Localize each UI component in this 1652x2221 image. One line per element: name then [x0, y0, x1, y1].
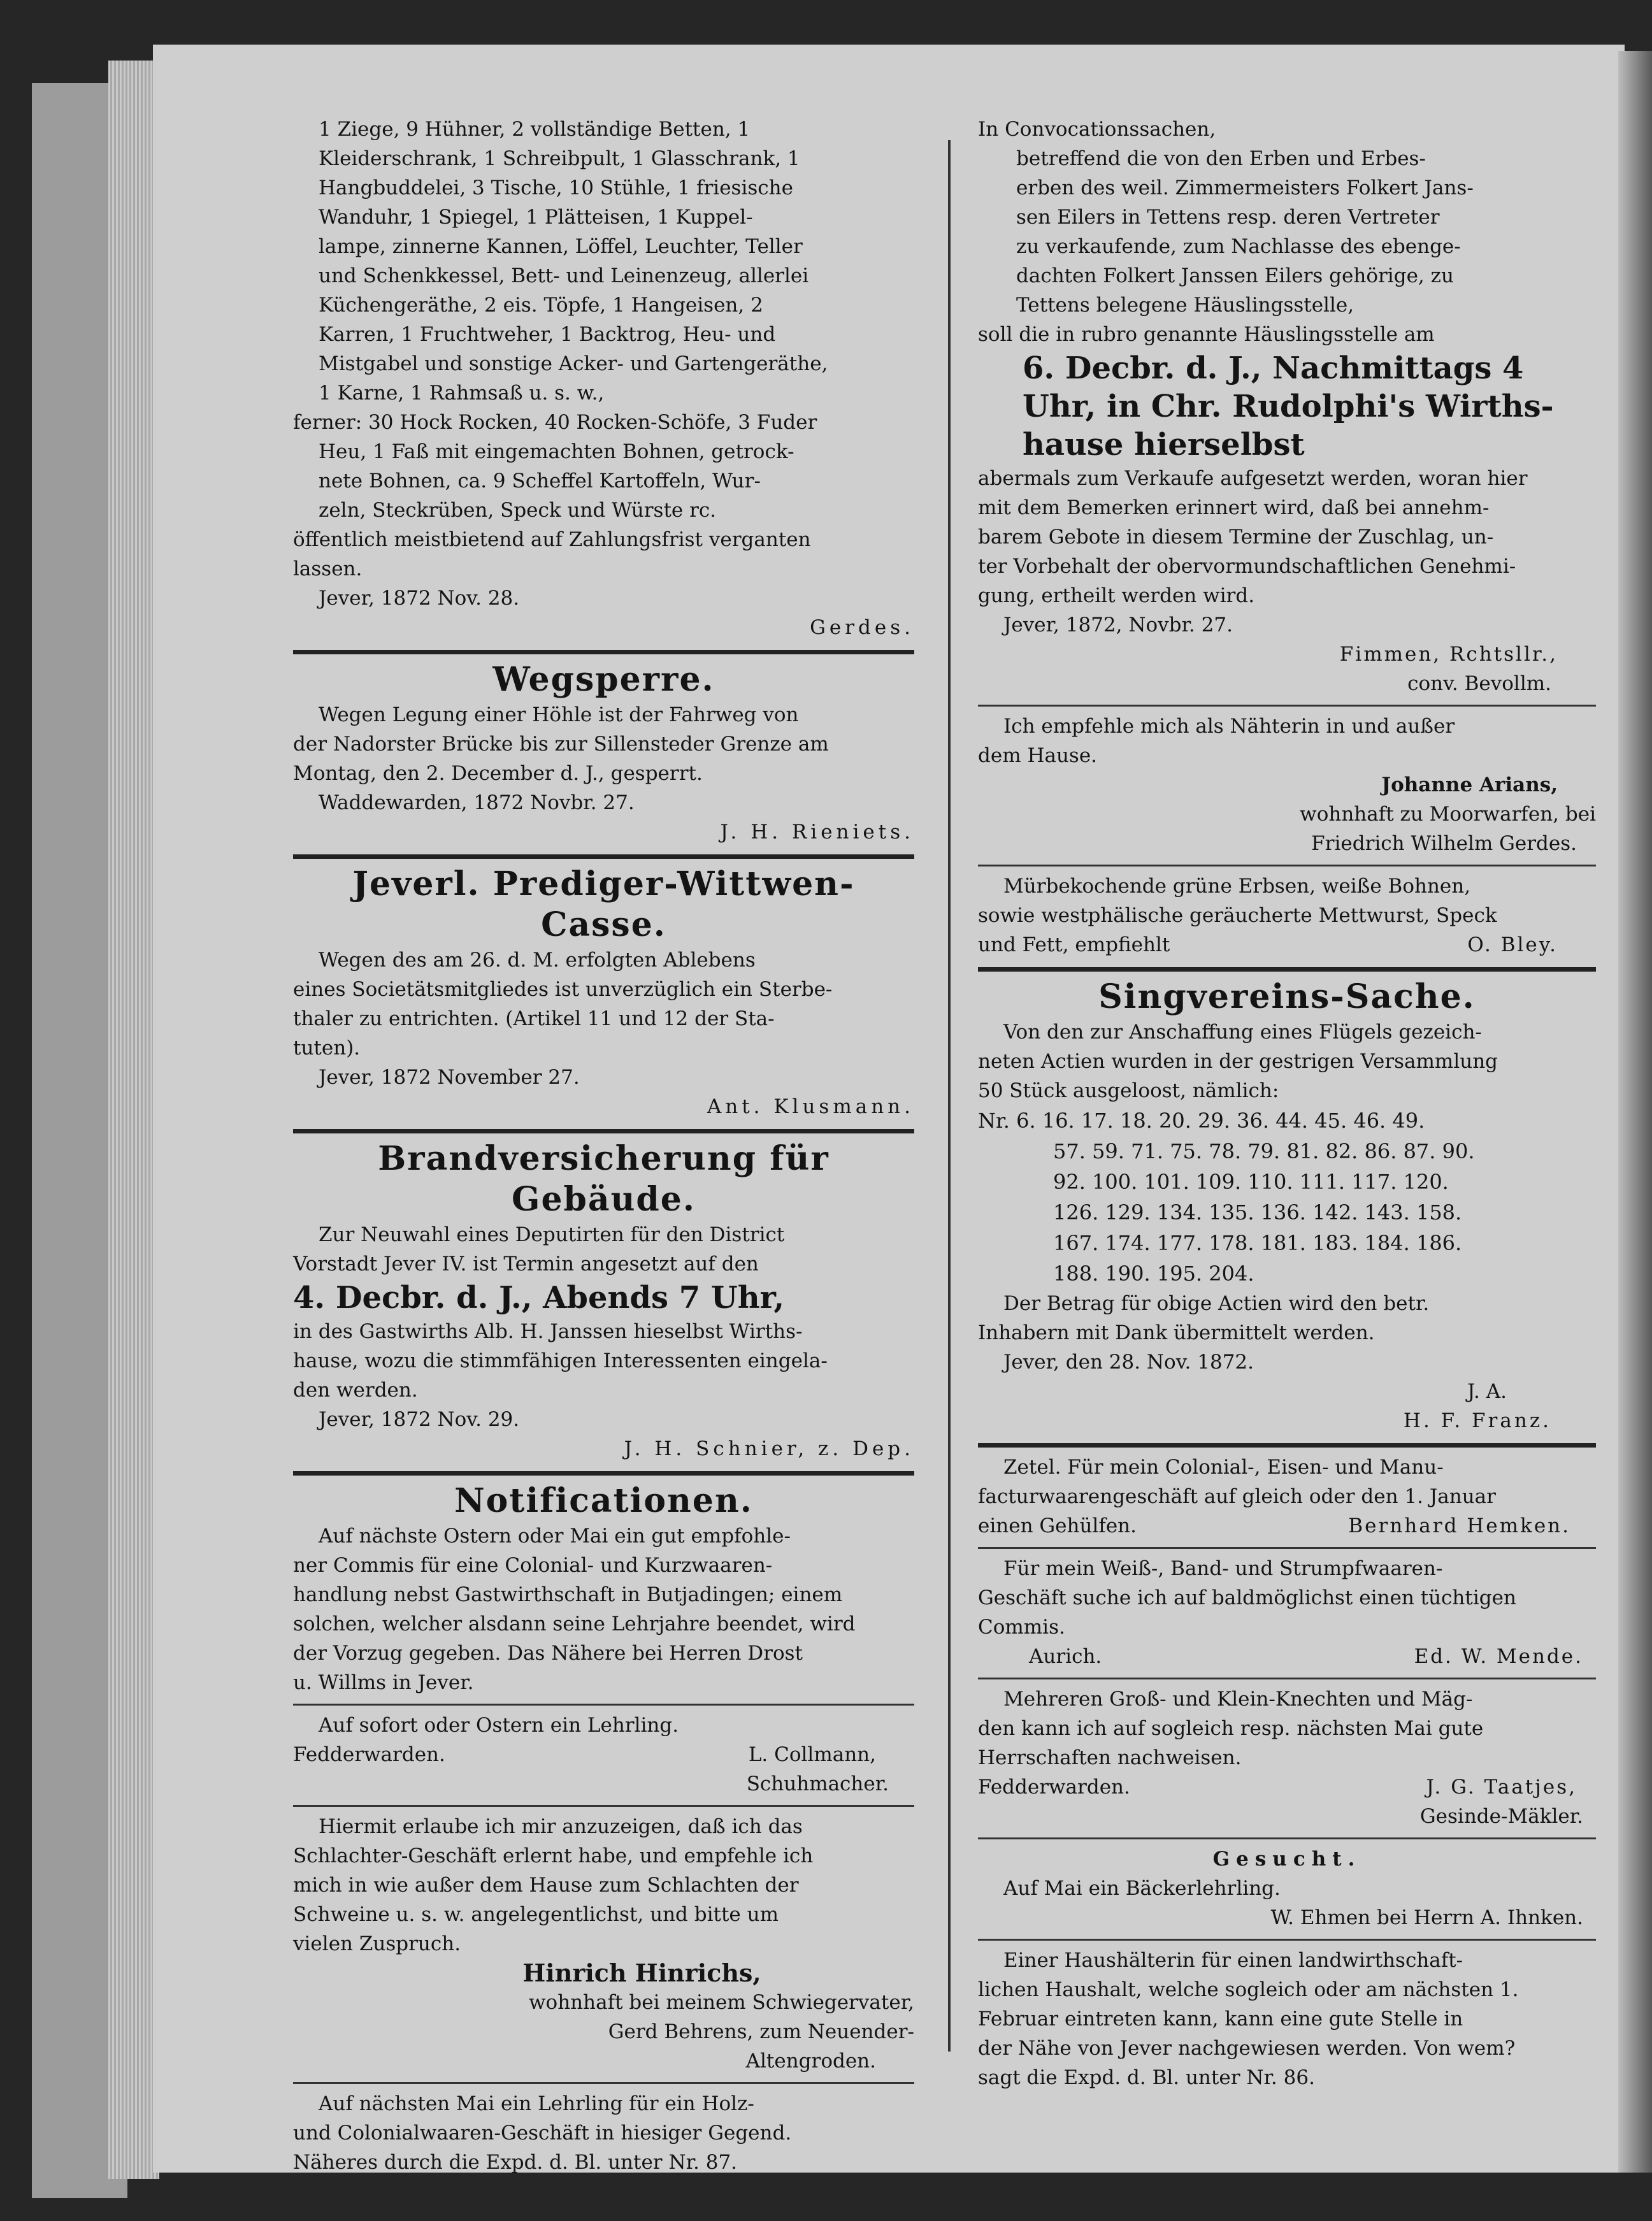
prediger-notice: [293, 864, 914, 1121]
signature-role: Schuhmacher.: [746, 1772, 889, 1795]
notice-title: Wegsperre.: [492, 660, 715, 699]
text-line: Hangbuddelei, 3 Tische, 10 Stühle, 1 friesische: [319, 176, 793, 199]
text-line: thaler zu entrichten. (Artikel 11 und 12 der Sta-: [293, 1007, 775, 1030]
text-line: Auf nächsten Mai ein Lehrling für ein Holz-: [319, 2092, 754, 2115]
address-line: wohnhaft bei meinem Schwiegervater,: [529, 1991, 914, 2014]
text-line: einen Gehülfen.: [978, 1514, 1137, 1537]
number-list: 126. 129. 134. 135. 136. 142. 143. 158.: [1053, 1200, 1462, 1225]
text-line: mit dem Bemerken erinnert wird, daß bei annehm-: [978, 496, 1490, 519]
brand-notice: [293, 1139, 914, 1463]
page-edges: [108, 61, 159, 2179]
place-date: Jever, 1872, Novbr. 27.: [1003, 614, 1233, 636]
text-line: solchen, welcher alsdann seine Lehrjahre beendet, wird: [293, 1613, 856, 1635]
section-rule: [978, 705, 1596, 707]
text-line: neten Actien wurden in der gestrigen Versammlung: [978, 1050, 1498, 1073]
text-line: lichen Haushalt, welche sogleich oder am nächsten 1.: [978, 1978, 1519, 2001]
left-column: [293, 115, 914, 2177]
section-rule: [293, 2082, 914, 2084]
text-line: Heu, 1 Faß mit eingemachten Bohnen, getrock-: [319, 440, 794, 463]
gesucht-notice: [978, 1844, 1596, 1932]
text-line: Kleiderschrank, 1 Schreibpult, 1 Glasschrank, 1: [319, 147, 800, 170]
section-rule: [293, 1704, 914, 1706]
notice-title: Jeverl. Prediger-Wittwen-Casse.: [352, 865, 855, 944]
signature: J. A.: [1467, 1380, 1507, 1403]
address-line: Gerd Behrens, zum Neuender-: [608, 2020, 914, 2043]
text-line: Vorstadt Jever IV. ist Termin angesetzt auf den: [293, 1253, 759, 1276]
text-line: dem Hause.: [978, 744, 1098, 767]
section-rule: [978, 1678, 1596, 1679]
text-line: soll die in rubro genannte Häuslingsstelle am: [978, 323, 1435, 346]
text-line: Wegen des am 26. d. M. erfolgten Ablebens: [319, 949, 756, 972]
text-line: Zetel. Für mein Colonial-, Eisen- und Manu-: [1003, 1456, 1444, 1479]
text-line: lassen.: [293, 557, 363, 580]
column-divider: [948, 140, 951, 2052]
date-highlight: 6. Decbr. d. J., Nachmittags 4: [1023, 350, 1524, 386]
signature: H. F. Franz.: [1403, 1409, 1551, 1432]
sign-row: [978, 1511, 1596, 1541]
text-line: der Nadorster Brücke bis zur Sillensteder Grenze am: [293, 733, 829, 756]
sign-row: [978, 1772, 1596, 1802]
signature: L. Collmann,: [748, 1743, 876, 1766]
signature: Bernhard Hemken.: [1348, 1514, 1570, 1537]
text-line: betreffend die von den Erben und Erbes-: [1016, 147, 1426, 170]
text-line: ner Commis für eine Colonial- und Kurzwaaren-: [293, 1554, 773, 1577]
erbsen-notice: [978, 872, 1596, 960]
text-line: zeln, Steckrüben, Speck und Würste rc.: [319, 499, 717, 522]
address-line: Altengroden.: [745, 2050, 876, 2073]
text-line: In Convocationssachen,: [978, 118, 1216, 141]
text-line: den werden.: [293, 1379, 418, 1402]
text-line: sen Eilers in Tettens resp. deren Vertreter: [1016, 206, 1440, 229]
date-highlight: hause hierselbst: [1023, 427, 1305, 463]
number-list: 57. 59. 71. 75. 78. 79. 81. 82. 86. 87. 90.: [1053, 1139, 1475, 1163]
text-line: Montag, den 2. December d. J., gesperrt.: [293, 762, 703, 785]
haushaelterin-notice: [978, 1946, 1596, 2092]
text-line: der Vorzug gegeben. Das Nähere bei Herren Drost: [293, 1642, 803, 1665]
knechte-notice: [978, 1685, 1596, 1831]
text-line: Zur Neuwahl eines Deputirten für den District: [319, 1223, 785, 1246]
text-line: u. Willms in Jever.: [293, 1671, 474, 1694]
notifications-section: [293, 1481, 914, 1697]
signature: J. H. Schnier, z. Dep.: [624, 1437, 914, 1460]
text-line: 1 Karne, 1 Rahmsaß u. s. w.,: [319, 382, 605, 405]
section-rule: [293, 1805, 914, 1807]
text-line: Karren, 1 Fruchtweher, 1 Backtrog, Heu- und: [319, 323, 776, 346]
text-line: Februar eintreten kann, kann eine gute Stelle in: [978, 2008, 1463, 2031]
sign-row: [978, 1642, 1596, 1671]
text-line: Inhabern mit Dank übermittelt werden.: [978, 1321, 1375, 1344]
text-line: nete Bohnen, ca. 9 Scheffel Kartoffeln, Wur-: [319, 470, 761, 492]
advertiser-name: Johanne Arians,: [1381, 773, 1558, 796]
singverein-notice: [978, 977, 1596, 1435]
text-line: barem Gebote in diesem Termine der Zuschlag, un-: [978, 526, 1494, 549]
text-line: den kann ich auf sogleich resp. nächsten Mai gute: [978, 1717, 1484, 1740]
text-line: Der Betrag für obige Actien wird den betr.: [1003, 1292, 1430, 1315]
text-line: 50 Stück ausgeloost, nämlich:: [978, 1079, 1279, 1102]
text-line: und Fett, empfiehlt: [978, 933, 1170, 956]
text-line: Einer Haushälterin für einen landwirthschaft-: [1003, 1949, 1463, 1972]
notice-title: Singvereins-Sache.: [1098, 977, 1476, 1016]
place: Fedderwarden.: [978, 1776, 1130, 1799]
text-line: in des Gastwirths Alb. H. Janssen hieselbst Wirths-: [293, 1320, 803, 1343]
place-date: Jever, 1872 Nov. 29.: [319, 1408, 520, 1431]
gutter-shadow: [1618, 51, 1652, 2173]
place: Aurich.: [1029, 1645, 1102, 1668]
lehrling-notice: [293, 1711, 914, 1799]
place-date: Jever, den 28. Nov. 1872.: [1003, 1351, 1254, 1374]
text-line: öffentlich meistbietend auf Zahlungsfrist verganten: [293, 528, 811, 551]
sign-row: [293, 1740, 914, 1769]
notice-title: Notificationen.: [454, 1481, 753, 1520]
text-line: ferner: 30 Hock Rocken, 40 Rocken-Schöfe, 3 Fuder: [293, 411, 817, 434]
text-line: gung, ertheilt werden wird.: [978, 584, 1255, 607]
text-line: dachten Folkert Janssen Eilers gehörige, zu: [1016, 264, 1454, 287]
section-rule: [978, 1547, 1596, 1549]
signature-role: conv. Bevollm.: [1407, 672, 1551, 695]
address-line: wohnhaft zu Moorwarfen, bei: [1300, 803, 1596, 826]
text-line: und Colonialwaaren-Geschäft in hiesiger Gegend.: [293, 2122, 792, 2145]
text-line: mich in wie außer dem Hause zum Schlachten der: [293, 1874, 799, 1897]
section-rule: [978, 865, 1596, 866]
text-line: Auf sofort oder Ostern ein Lehrling.: [319, 1714, 679, 1737]
right-column: [978, 115, 1596, 2092]
signature: Ed. W. Mende.: [1414, 1645, 1583, 1668]
place-date: Waddewarden, 1872 Novbr. 27.: [319, 791, 635, 814]
convocation-notice: [978, 115, 1596, 698]
section-rule: [978, 1837, 1596, 1839]
text-line: hause, wozu die stimmfähigen Interessenten eingela-: [293, 1349, 828, 1372]
text-line: Auf nächste Ostern oder Mai ein gut empfohle-: [319, 1525, 791, 1548]
text-line: Tettens belegene Häuslingsstelle,: [1016, 294, 1354, 317]
zetel-notice: [978, 1453, 1596, 1541]
text-line: Näheres durch die Expd. d. Bl. unter Nr. 87.: [293, 2151, 738, 2174]
text-line: facturwaarengeschäft auf gleich oder den 1. Januar: [978, 1485, 1496, 1508]
text-line: abermals zum Verkaufe aufgesetzt werden, woran hier: [978, 467, 1528, 490]
text-line: Geschäft suche ich auf baldmöglichst einen tüchtigen: [978, 1586, 1516, 1609]
text-line: Hiermit erlaube ich mir anzuzeigen, daß ich das: [319, 1815, 803, 1838]
signature: W. Ehmen bei Herrn A. Ihnken.: [1270, 1906, 1583, 1929]
text-line: handlung nebst Gastwirthschaft in Butjadingen; einem: [293, 1583, 843, 1606]
text-line: Wegen Legung einer Höhle ist der Fahrweg von: [319, 703, 799, 726]
date-highlight: 4. Decbr. d. J., Abends 7 Uhr,: [293, 1280, 785, 1316]
text-line: Mürbekochende grüne Erbsen, weiße Bohnen,: [1003, 875, 1471, 898]
notice-title: Brandversicherung für Gebäude.: [378, 1139, 830, 1219]
sign-row: [978, 930, 1596, 960]
signature: O. Bley.: [1467, 933, 1558, 956]
signature-role: Gesinde-Mäkler.: [1419, 1805, 1583, 1828]
text-line: Wanduhr, 1 Spiegel, 1 Plätteisen, 1 Kuppel-: [319, 206, 753, 229]
aurich-notice: [978, 1554, 1596, 1671]
text-line: Ich empfehle mich als Nähterin in und außer: [1003, 715, 1455, 738]
text-line: sagt die Expd. d. Bl. unter Nr. 86.: [978, 2066, 1315, 2089]
text-line: und Schenkkessel, Bett- und Leinenzeug, allerlei: [319, 264, 809, 287]
text-line: vielen Zuspruch.: [293, 1932, 461, 1955]
text-line: Mehreren Groß- und Klein-Knechten und Mäg-: [1003, 1688, 1473, 1711]
advertiser-name: Hinrich Hinrichs,: [522, 1959, 761, 1987]
text-line: lampe, zinnerne Kannen, Löffel, Leuchter, Teller: [319, 235, 803, 258]
naeherin-notice: [978, 712, 1596, 858]
section-rule: [978, 1939, 1596, 1941]
address-line: Friedrich Wilhelm Gerdes.: [1311, 832, 1577, 855]
number-list: 188. 190. 195. 204.: [1053, 1261, 1254, 1286]
text-line: Commis.: [978, 1616, 1065, 1639]
section-rule: [293, 854, 914, 859]
number-list: 92. 100. 101. 109. 110. 111. 117. 120.: [1053, 1170, 1449, 1194]
section-rule: [293, 1129, 914, 1133]
text-line: eines Societätsmitgliedes ist unverzüglich ein Sterbe-: [293, 978, 833, 1001]
schlachter-notice: [293, 1812, 914, 2076]
text-line: 1 Ziege, 9 Hühner, 2 vollständige Betten, 1: [319, 118, 751, 141]
section-rule: [978, 1443, 1596, 1448]
section-rule: [293, 650, 914, 654]
section-rule: [293, 1471, 914, 1476]
date-highlight: Uhr, in Chr. Rudolphi's Wirths-: [1023, 389, 1554, 424]
signature: Fimmen, Rchtsllr.,: [1339, 643, 1558, 666]
text-line: Schlachter-Geschäft erlernt habe, und empfehle ich: [293, 1844, 814, 1867]
text-line: Schweine u. s. w. angelegentlichst, und bitte um: [293, 1903, 779, 1926]
place-date: Jever, 1872 November 27.: [319, 1066, 580, 1089]
number-list: Nr. 6. 16. 17. 18. 20. 29. 36. 44. 45. 46. 49.: [978, 1109, 1425, 1133]
auction-notice: [293, 115, 914, 642]
text-line: erben des weil. Zimmermeisters Folkert Jans-: [1016, 176, 1474, 199]
signature: J. H. Rieniets.: [720, 821, 914, 844]
place-date: Jever, 1872 Nov. 28.: [319, 587, 520, 610]
text-line: Für mein Weiß-, Band- und Strumpfwaaren-: [1003, 1557, 1443, 1580]
number-list: 167. 174. 177. 178. 181. 183. 184. 186.: [1053, 1231, 1462, 1255]
text-line: der Nähe von Jever nachgewiesen werden. Von wem?: [978, 2037, 1516, 2060]
signature: Ant. Klusmann.: [707, 1095, 914, 1118]
text-line: ter Vorbehalt der obervormundschaftlichen Genehmi-: [978, 555, 1516, 578]
text-line: Mistgabel und sonstige Acker- und Gartengeräthe,: [319, 352, 828, 375]
place: Fedderwarden.: [293, 1743, 445, 1766]
text-line: Von den zur Anschaffung eines Flügels gezeich-: [1003, 1021, 1482, 1044]
text-line: sowie westphälische geräucherte Mettwurst, Speck: [978, 904, 1497, 927]
signature: J. G. Taatjes,: [1426, 1776, 1577, 1799]
text-line: zu verkaufende, zum Nachlasse des ebenge-: [1016, 235, 1461, 258]
text-line: tuten).: [293, 1037, 361, 1060]
text-line: Auf Mai ein Bäckerlehrling.: [1003, 1877, 1281, 1900]
text-line: Herrschaften nachweisen.: [978, 1746, 1242, 1769]
section-rule: [978, 967, 1596, 972]
signature: Gerdes.: [810, 616, 914, 639]
lehrling2-notice: [293, 2089, 914, 2177]
notice-title: Gesucht.: [1212, 1848, 1361, 1871]
wegsperre-notice: [293, 659, 914, 847]
text-line: Küchengeräthe, 2 eis. Töpfe, 1 Hangeisen, 2: [319, 294, 763, 317]
